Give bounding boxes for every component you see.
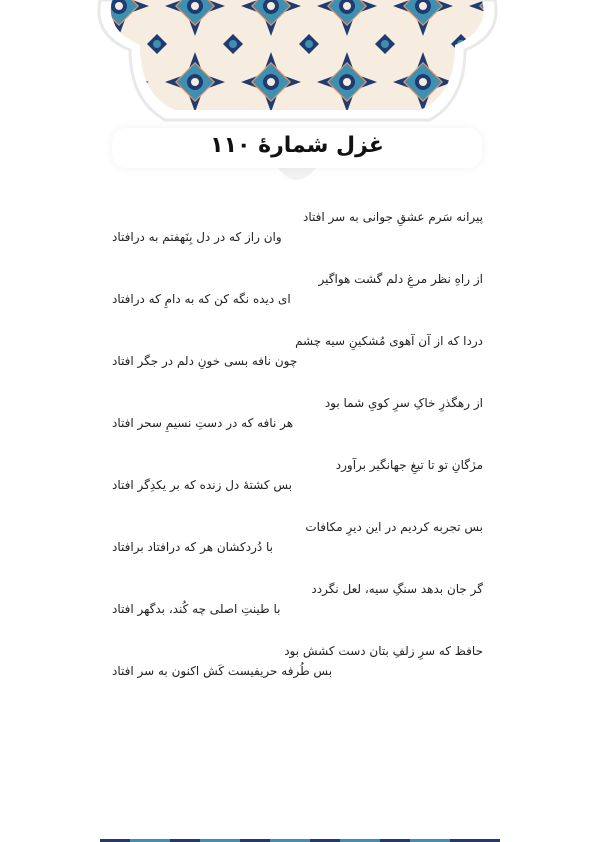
poem-body [112,206,483,702]
hemistich-first: پیرانه سَرم عشقِ جوانی به سر افتاد [303,210,483,224]
hemistich-second: با طینتِ اصلی چه کُند، بدگهر افتاد [112,602,281,616]
couplet [112,268,483,330]
hemistich-second: ای دیده نگه کن که به دامِ که درافتاد [112,292,291,306]
couplet [112,516,483,578]
hemistich-first: دردا که از آن آهوی مُشکینِ سیه چشم [295,334,483,348]
hemistich-first: مژگانِ تو تا تیغِ جهانگیر برآورد [335,458,483,472]
poem-title: غزل شمارهٔ ۱۱۰ [210,133,384,158]
hemistich-first: حافظ که سرِ زلفِ بتان دست کشش بود [284,644,483,658]
hemistich-first: از رهگذرِ خاکِ سرِ کویِ شما بود [324,396,483,410]
couplet [112,330,483,392]
hemistich-second: با دُردکشان هر که درافتاد برافتاد [112,540,274,554]
couplet [112,206,483,268]
hemistich-first: از راهِ نظر مرغِ دلم گشت هواگیر [318,272,483,286]
tile-ornament-header [0,0,595,200]
couplet [112,454,483,516]
hemistich-first: گر جان بدهد سنگِ سیه، لعل نگردد [311,582,483,596]
couplet [112,578,483,640]
hemistich-second: بس کشتهٔ دل زنده که بر یکدِگر افتاد [112,478,292,492]
hemistich-second: بس طُرفه حریفیست کَش اکنون به سر افتاد [112,664,333,678]
poem-title-box [112,128,482,168]
couplet [112,640,483,702]
hemistich-second: چون نافه بسی خونِ دلم در جگر افتاد [112,354,298,368]
hemistich-first: بس تجربه کردیم در این دیرِ مکافات [305,520,483,534]
couplet [112,392,483,454]
tile-ornament-footer [0,836,595,842]
hemistich-second: هر نافه که در دستِ نسیمِ سحر افتاد [112,416,294,430]
hemistich-second: وان راز که در دل بِنَهفتم به درافتاد [112,230,282,244]
